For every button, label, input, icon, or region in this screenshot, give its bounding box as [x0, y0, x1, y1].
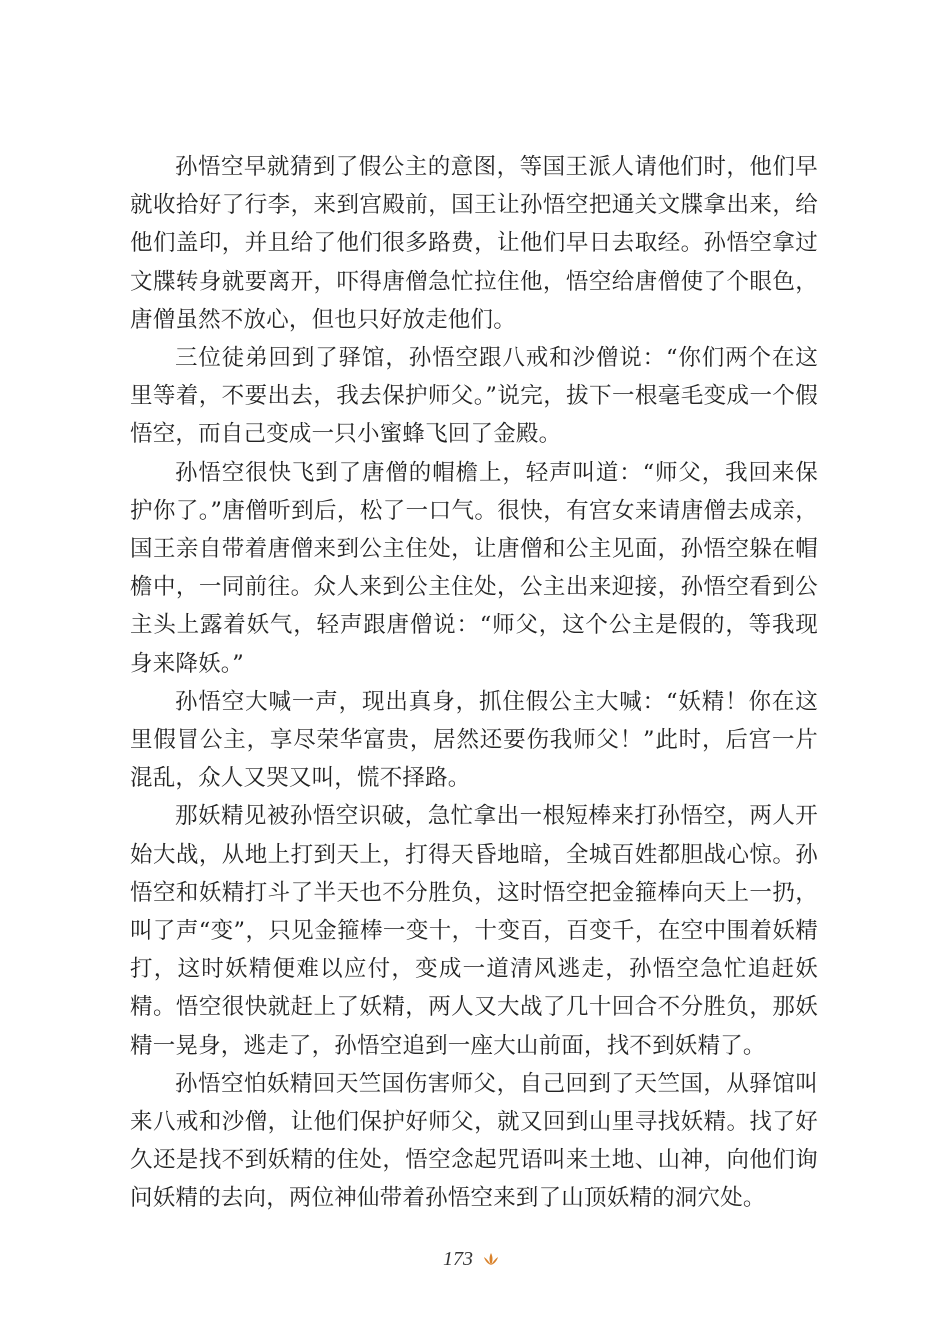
paragraph: 孙悟空怕妖精回天竺国伤害师父，自己回到了天竺国，从驿馆叫来八戒和沙僧，让他们保护好师父，就又回到山里寻找妖精。找了好久还是找不到妖精的住处，悟空念起咒语叫来土地、山神，向他们询问妖精的去向，两位神仙带着孙悟空来到了山顶妖精的洞穴处。	[130, 1070, 818, 1212]
paragraph: 孙悟空早就猜到了假公主的意图，等国王派人请他们时，他们早就收拾好了行李，来到宫殿前，国王让孙悟空把通关文牒拿出来，给他们盖印，并且给了他们很多路费，让他们早日去取经。孙悟空拿过文牒转身就要离开，吓得唐僧急忙拉住他，悟空给唐僧使了个眼色，唐僧虽然不放心，但也只好放走他们。	[130, 154, 818, 333]
page-footer	[0, 1244, 944, 1274]
lotus-icon	[481, 1251, 501, 1267]
paragraph: 孙悟空很快飞到了唐僧的帽檐上，轻声叫道：“师父，我回来保护你了。”唐僧听到后，松了一口气。很快，有宫女来请唐僧去成亲，国王亲自带着唐僧来到公主住处，让唐僧和公主见面，孙悟空躲在帽檐中，一同前往。众人来到公主住处，公主出来迎接，孙悟空看到公主头上露着妖气，轻声跟唐僧说：“师父，这个公主是假的，等我现身来降妖。”	[130, 459, 818, 677]
body-text	[130, 148, 818, 1218]
paragraph: 那妖精见被孙悟空识破，急忙拿出一根短棒来打孙悟空，两人开始大战，从地上打到天上，打得天昏地暗，全城百姓都胆战心惊。孙悟空和妖精打斗了半天也不分胜负，这时悟空把金箍棒向天上一扔，叫了声“变”，只见金箍棒一变十，十变百，百变千，在空中围着妖精打，这时妖精便难以应付，变成一道清风逃走，孙悟空急忙追赶妖精。悟空很快就赶上了妖精，两人又大战了几十回合不分胜负，那妖精一晃身，逃走了，孙悟空追到一座大山前面，找不到妖精了。	[130, 803, 818, 1059]
paragraph: 三位徒弟回到了驿馆，孙悟空跟八戒和沙僧说：“你们两个在这里等着，不要出去，我去保护师父。”说完，拔下一根毫毛变成一个假悟空，而自己变成一只小蜜蜂飞回了金殿。	[130, 345, 818, 448]
paragraph: 孙悟空大喊一声，现出真身，抓住假公主大喊：“妖精！你在这里假冒公主，享尽荣华富贵，居然还要伤我师父！”此时，后宫一片混乱，众人又哭又叫，慌不择路。	[130, 688, 818, 792]
page-number: 173	[443, 1247, 473, 1270]
